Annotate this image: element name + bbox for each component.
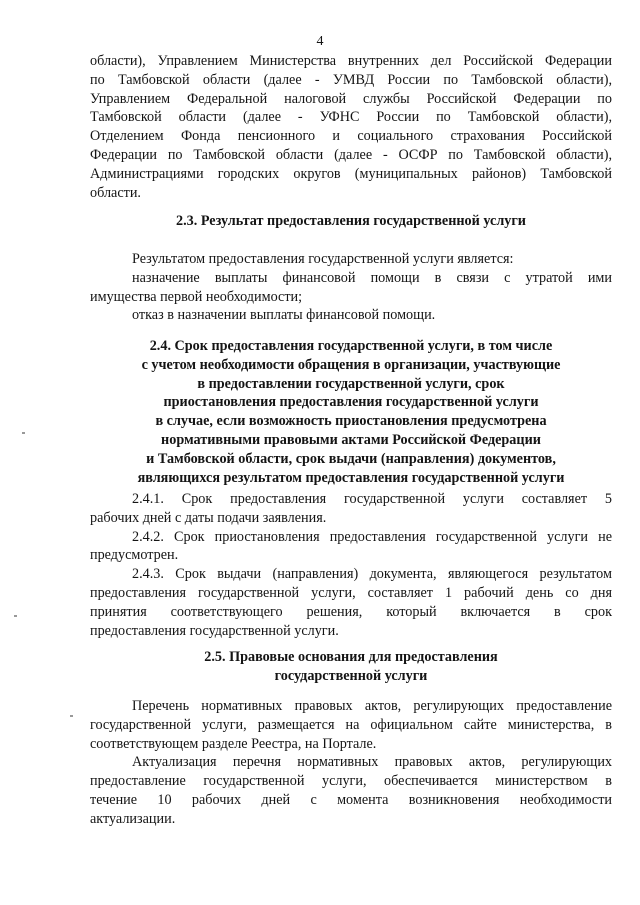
text-line: Отделением Фонда пенсионного и социального страхования Российской [90,128,612,145]
scan-speck [14,615,17,617]
text-line: соответствующем разделе Реестра, на Портале. [90,735,377,752]
text-line: предусмотрен. [90,547,179,564]
text-line: Результатом предоставления государственной услуги является: [132,251,514,267]
heading-line: являющихся результатом предоставления государственной услуги [137,469,565,486]
section-2-5-body [90,697,612,829]
heading-line: государственной услуги [274,667,428,684]
section-2-3-heading: 2.3. Результат предоставления государственной услуги [175,213,526,229]
section-2-4-heading [90,337,612,487]
intro-paragraph [90,52,612,202]
heading-line: 2.5. Правовые основания для предоставления [204,649,498,665]
text-line: актуализации. [90,810,176,827]
text-line: рабочих дней с даты подачи заявления. [90,509,327,526]
text-line: Федерации по Тамбовской области (далее - ОСФР по Тамбовской области), [90,146,612,163]
text-line: 2.4.2. Срок приостановления предоставления государственной услуги не [132,528,612,545]
heading-line: приостановления предоставления государственной услуги [163,394,539,411]
text-line: Актуализация перечня нормативных правовых актов, регулирующих [132,754,612,771]
text-line: Тамбовской области (далее - УФНС России по Тамбовской области), [90,109,612,126]
scan-speck [22,432,25,434]
heading-line: в предоставлении государственной услуги, срок [197,375,505,392]
text-line: государственной услуги, размещается на официальном сайте министерства, в [90,716,612,733]
section-2-3-body [90,250,612,325]
text-line: отказ в назначении выплаты финансовой помощи. [132,307,436,324]
text-line: 2.4.1. Срок предоставления государственной услуги составляет 5 [132,491,612,507]
scan-speck [70,715,73,717]
text-line: области), Управлением Министерства внутренних дел Российской Федерации [90,53,612,69]
text-line: назначение выплаты финансовой помощи в связи с утратой ими [132,269,612,286]
text-line: Управлением Федеральной налоговой службы Российской Федерации по [90,90,612,107]
text-line: течение 10 рабочих дней с момента возникновения необходимости [90,791,612,808]
text-line: имущества первой необходимости; [90,288,303,305]
text-line: предоставление государственной услуги, обеспечивается министерством в [90,773,612,790]
text-line: предоставления государственной услуги. [90,622,339,639]
heading-line: и Тамбовской области, срок выдачи (направления) документов, [146,450,556,467]
heading-line: нормативными правовыми актами Российской Федерации [161,431,541,448]
text-line: по Тамбовской области (далее - УМВД России по Тамбовской области), [90,71,612,88]
text-line: Администрациями городских округов (муниципальных районов) Тамбовской [90,165,612,182]
heading-line: 2.4. Срок предоставления государственной услуги, в том числе [149,338,553,354]
section-2-4-body [90,490,612,640]
page-number: 4 [316,34,324,49]
heading-line: с учетом необходимости обращения в организации, участвующие [141,356,561,373]
text-line: принятия соответствующего решения, который включается в срок [90,603,612,620]
section-2-5-heading [90,648,612,686]
text-line: 2.4.3. Срок выдачи (направления) документа, являющегося результатом [132,566,612,583]
text-line: области. [90,184,141,201]
text-line: предоставления государственной услуги, составляет 1 рабочий день со дня [90,584,612,601]
heading-line: в случае, если возможность приостановления предусмотрена [155,413,547,430]
text-line: Перечень нормативных правовых актов, регулирующих предоставление [132,698,612,714]
